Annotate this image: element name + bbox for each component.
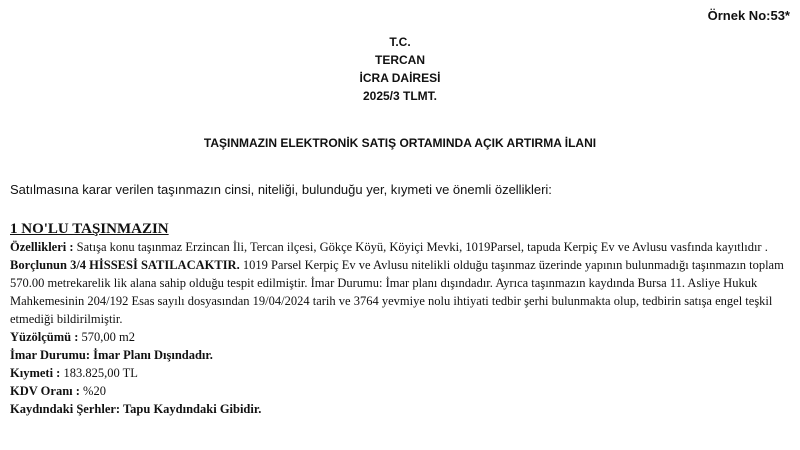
features-text: Satışa konu taşınmaz Erzincan İli, Tercan ilçesi, Gökçe Köyü, Köyiçi Mevki, 1019Parsel, tapuda Kerpiç Ev ve Avlusu vasfında kayıtlıdır . xyxy=(73,240,768,254)
value-value: 183.825,00 TL xyxy=(60,366,138,380)
debtor-text: 1019 Parsel Kerpiç Ev ve Avlusu nitelikli olduğu taşınmaz üzerinde yapının bulunmadığı taşınmazın toplam 570.00 metrekarelik lik alana sahip olduğu tespit edilmiştir. İmar Durumu: İmar planı dışındadır. Ayrıca taşınmazın kaydında Bursa 11. Asliye Hukuk Mahkemesinin 204/192 Esas sayılı dosyasından 19/04/2024 tarih ve 3764 yevmiye nolu ihtiyati tedbir şerhi bulunmakta olup, tedbirin satışa engel teşkil etmediği bildirilmiştir. xyxy=(10,258,784,326)
announcement-title: TAŞINMAZIN ELEKTRONİK SATIŞ ORTAMINDA AÇIK ARTIRMA İLANI xyxy=(203,136,597,150)
value-label: Kıymeti : xyxy=(10,366,61,380)
zoning-label: İmar Durumu: xyxy=(10,348,90,362)
features-label: Özellikleri : xyxy=(10,240,74,254)
intro-text: Satılmasına karar verilen taşınmazın cinsi, niteliği, bulunduğu yer, kıymeti ve önemli özellikleri: xyxy=(10,182,552,197)
easements-value: Tapu Kaydındaki Gibidir. xyxy=(120,402,262,416)
features-paragraph xyxy=(10,238,790,256)
example-number: Örnek No:53* xyxy=(707,8,790,23)
debtor-paragraph xyxy=(10,256,790,328)
vat-row xyxy=(10,382,790,400)
property-section xyxy=(10,220,790,418)
header-line-office: İCRA DAİRESİ xyxy=(359,71,441,85)
zoning-row xyxy=(10,346,790,364)
area-label: Yüzölçümü : xyxy=(10,330,79,344)
vat-value: %20 xyxy=(79,384,106,398)
area-value: 570,00 m2 xyxy=(78,330,136,344)
property-heading: 1 NO'LU TAŞINMAZIN xyxy=(10,221,169,237)
easements-label: Kaydındaki Şerhler: xyxy=(10,402,121,416)
value-row xyxy=(10,364,790,382)
vat-label: KDV Oranı : xyxy=(10,384,80,398)
header-line-district: TERCAN xyxy=(375,53,425,67)
easements-row xyxy=(10,400,790,418)
area-row xyxy=(10,328,790,346)
header-line-file-no: 2025/3 TLMT. xyxy=(362,89,438,103)
header-block xyxy=(0,33,800,105)
zoning-value: İmar Planı Dışındadır. xyxy=(89,348,213,362)
debtor-label: Borçlunun 3/4 HİSSESİ SATILACAKTIR. xyxy=(10,258,240,272)
header-line-state: T.C. xyxy=(389,35,411,49)
